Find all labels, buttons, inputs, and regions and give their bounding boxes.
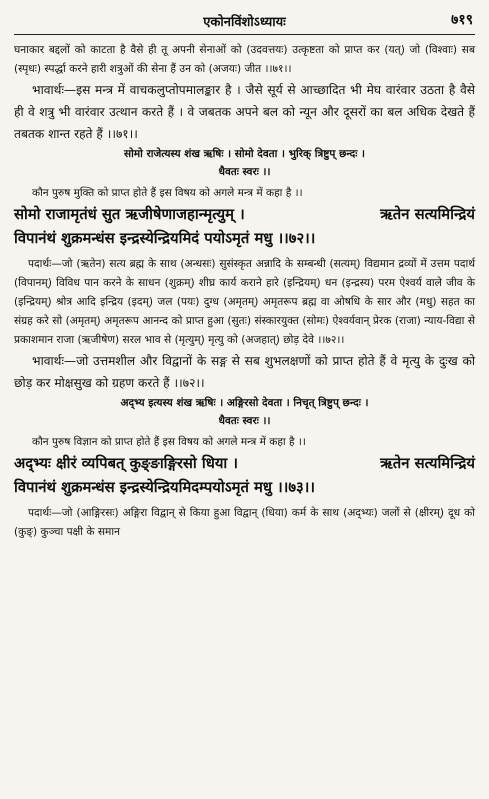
chapter-title: एकोनविंशोऽध्यायः bbox=[203, 15, 286, 30]
mantra-line-1-part-b: ऋतेन सत्यमिन्द्रियं bbox=[380, 455, 475, 472]
rishi-devata-line: सोमो राजेत्यस्य शंख ऋषिः । सोमो देवता । भुरिक् त्रिष्टुप् छन्दः । bbox=[124, 148, 365, 160]
svara-line: धैवतः स्वरः ।। bbox=[218, 166, 271, 178]
mantra-line-1 bbox=[14, 203, 475, 227]
mantra-72-meta bbox=[14, 145, 475, 181]
mantra-line-1-part-a: अद्भ्यः क्षीरं व्यपिबत् कुङ्ङाङ्गिरसो धिया । bbox=[14, 455, 238, 472]
mantra-line-2: विपानंथं शुक्रमन्धंस इन्द्रस्येन्द्रियमिदं पयोऽमृतं मधु ।।७२।। bbox=[14, 230, 316, 247]
mantra-line-1-part-b: ऋतेन सत्यमिन्द्रियं bbox=[380, 206, 475, 223]
continued-paragraph: घनाकार बद्दलों को काटता है वैसे ही तू अपनी सेनाओं को (उदवत्तयः) उत्कृष्टता को प्राप्त कर (यत्) जो (विश्वाः) सब (स्पृधः) स्पर्द्धा करने हारी शत्रुओं की सेना हैं उन को (अजयः) जीत ।।७१।। bbox=[14, 44, 475, 75]
mantra-line-1-part-a: सोमो राजामृतंधं सुत ऋजीषेणाजहान्मृत्युम् । bbox=[14, 206, 245, 223]
bhavarth-72: भावार्थः—जो उत्तमशील और विद्वानों के सङ्ग से सब शुभलक्षणों को प्राप्त होते हैं वे मृत्यु के दुःख को छोड़ कर मोक्षसुख को ग्रहण करते हैं ।।७२।। bbox=[14, 354, 475, 390]
mantra-73-intro: कौन पुरुष विज्ञान को प्राप्त होते हैं इस विषय को अगले मन्त्र में कहा है ।। bbox=[32, 436, 306, 448]
mantra-73-meta bbox=[14, 394, 475, 430]
mantra-73 bbox=[14, 452, 475, 500]
padarth-72: पदार्थः—जो (ऋतेन) सत्य ब्रह्म के साथ (अन्धसः) सुसंस्कृत अन्नादि के सम्बन्धी (सत्यम्) विद्यमान द्रव्यों में उत्तम पदार्थ (विपानम्) विविध पान करने के साधन (शुक्रम्) शीघ्र कार्य कराने हारे (इन्द्रियम्) धन (इन्द्रस्य) परम ऐश्वर्य वाले जीव के (इन्द्रियम्) श्रोत्र आदि इन्द्रिय (इदम्) जल (पयः) दुग्ध (अमृतम्) अमृतरूप ब्रह्म वा ओषधि के सार और (मधु) सहत का संग्रह करे सो (अमृतम्) अमृतरूप आनन्द को प्राप्त हुआ (सुतः) संस्कारयुक्त (सोमः) ऐश्वर्यवान् प्रेरक (राजा) न्याय-विद्या से प्रकाशमान राजा (ऋजीषेण) सरल भाव से (मृत्युम्) मृत्यु को (अजहात्) छोड़ देवे ।।७२।। bbox=[14, 258, 475, 346]
mantra-line-2: विपानंथं शुक्रमन्धंस इन्द्रस्येन्द्रियमिदम्पयोऽमृतं मधु ।।७३।। bbox=[14, 479, 315, 496]
rishi-devata-line: अद्भ्य इत्यस्य शंख ऋषिः । अङ्गिरसो देवता । निचृत् त्रिष्टुप् छन्दः । bbox=[120, 397, 369, 409]
mantra-line-1 bbox=[14, 452, 475, 476]
page-header bbox=[14, 6, 475, 35]
padarth-73: पदार्थः—जो (आङ्गिरसः) अङ्गिरा विद्वान् से किया हुआ विद्वान् (धिया) कर्म के साथ (अद्भ्यः) जलों से (क्षीरम्) दूध को (कुङ्) कुञ्चा पक्षी के समान bbox=[14, 507, 475, 538]
svara-line: धैवतः स्वरः ।। bbox=[218, 415, 271, 427]
mantra-72-intro: कौन पुरुष मुक्ति को प्राप्त होते हैं इस विषय को अगले मन्त्र में कहा है ।। bbox=[32, 187, 303, 199]
bhavarth-71: भावार्थः—इस मन्त्र में वाचकलुप्तोपमालङ्कार है । जैसे सूर्य से आच्छादित भी मेघ वारंवार उठता है वैसे ही वे शत्रु भी वारंवार उत्थान करते हैं । वे जबतक अपने बल को न्यून और दूसरों का बल अधिक देखते हैं तबतक शान्त रहते हैं ।।७१।। bbox=[14, 83, 475, 141]
mantra-72 bbox=[14, 203, 475, 251]
page-number: ७१९ bbox=[451, 12, 473, 28]
